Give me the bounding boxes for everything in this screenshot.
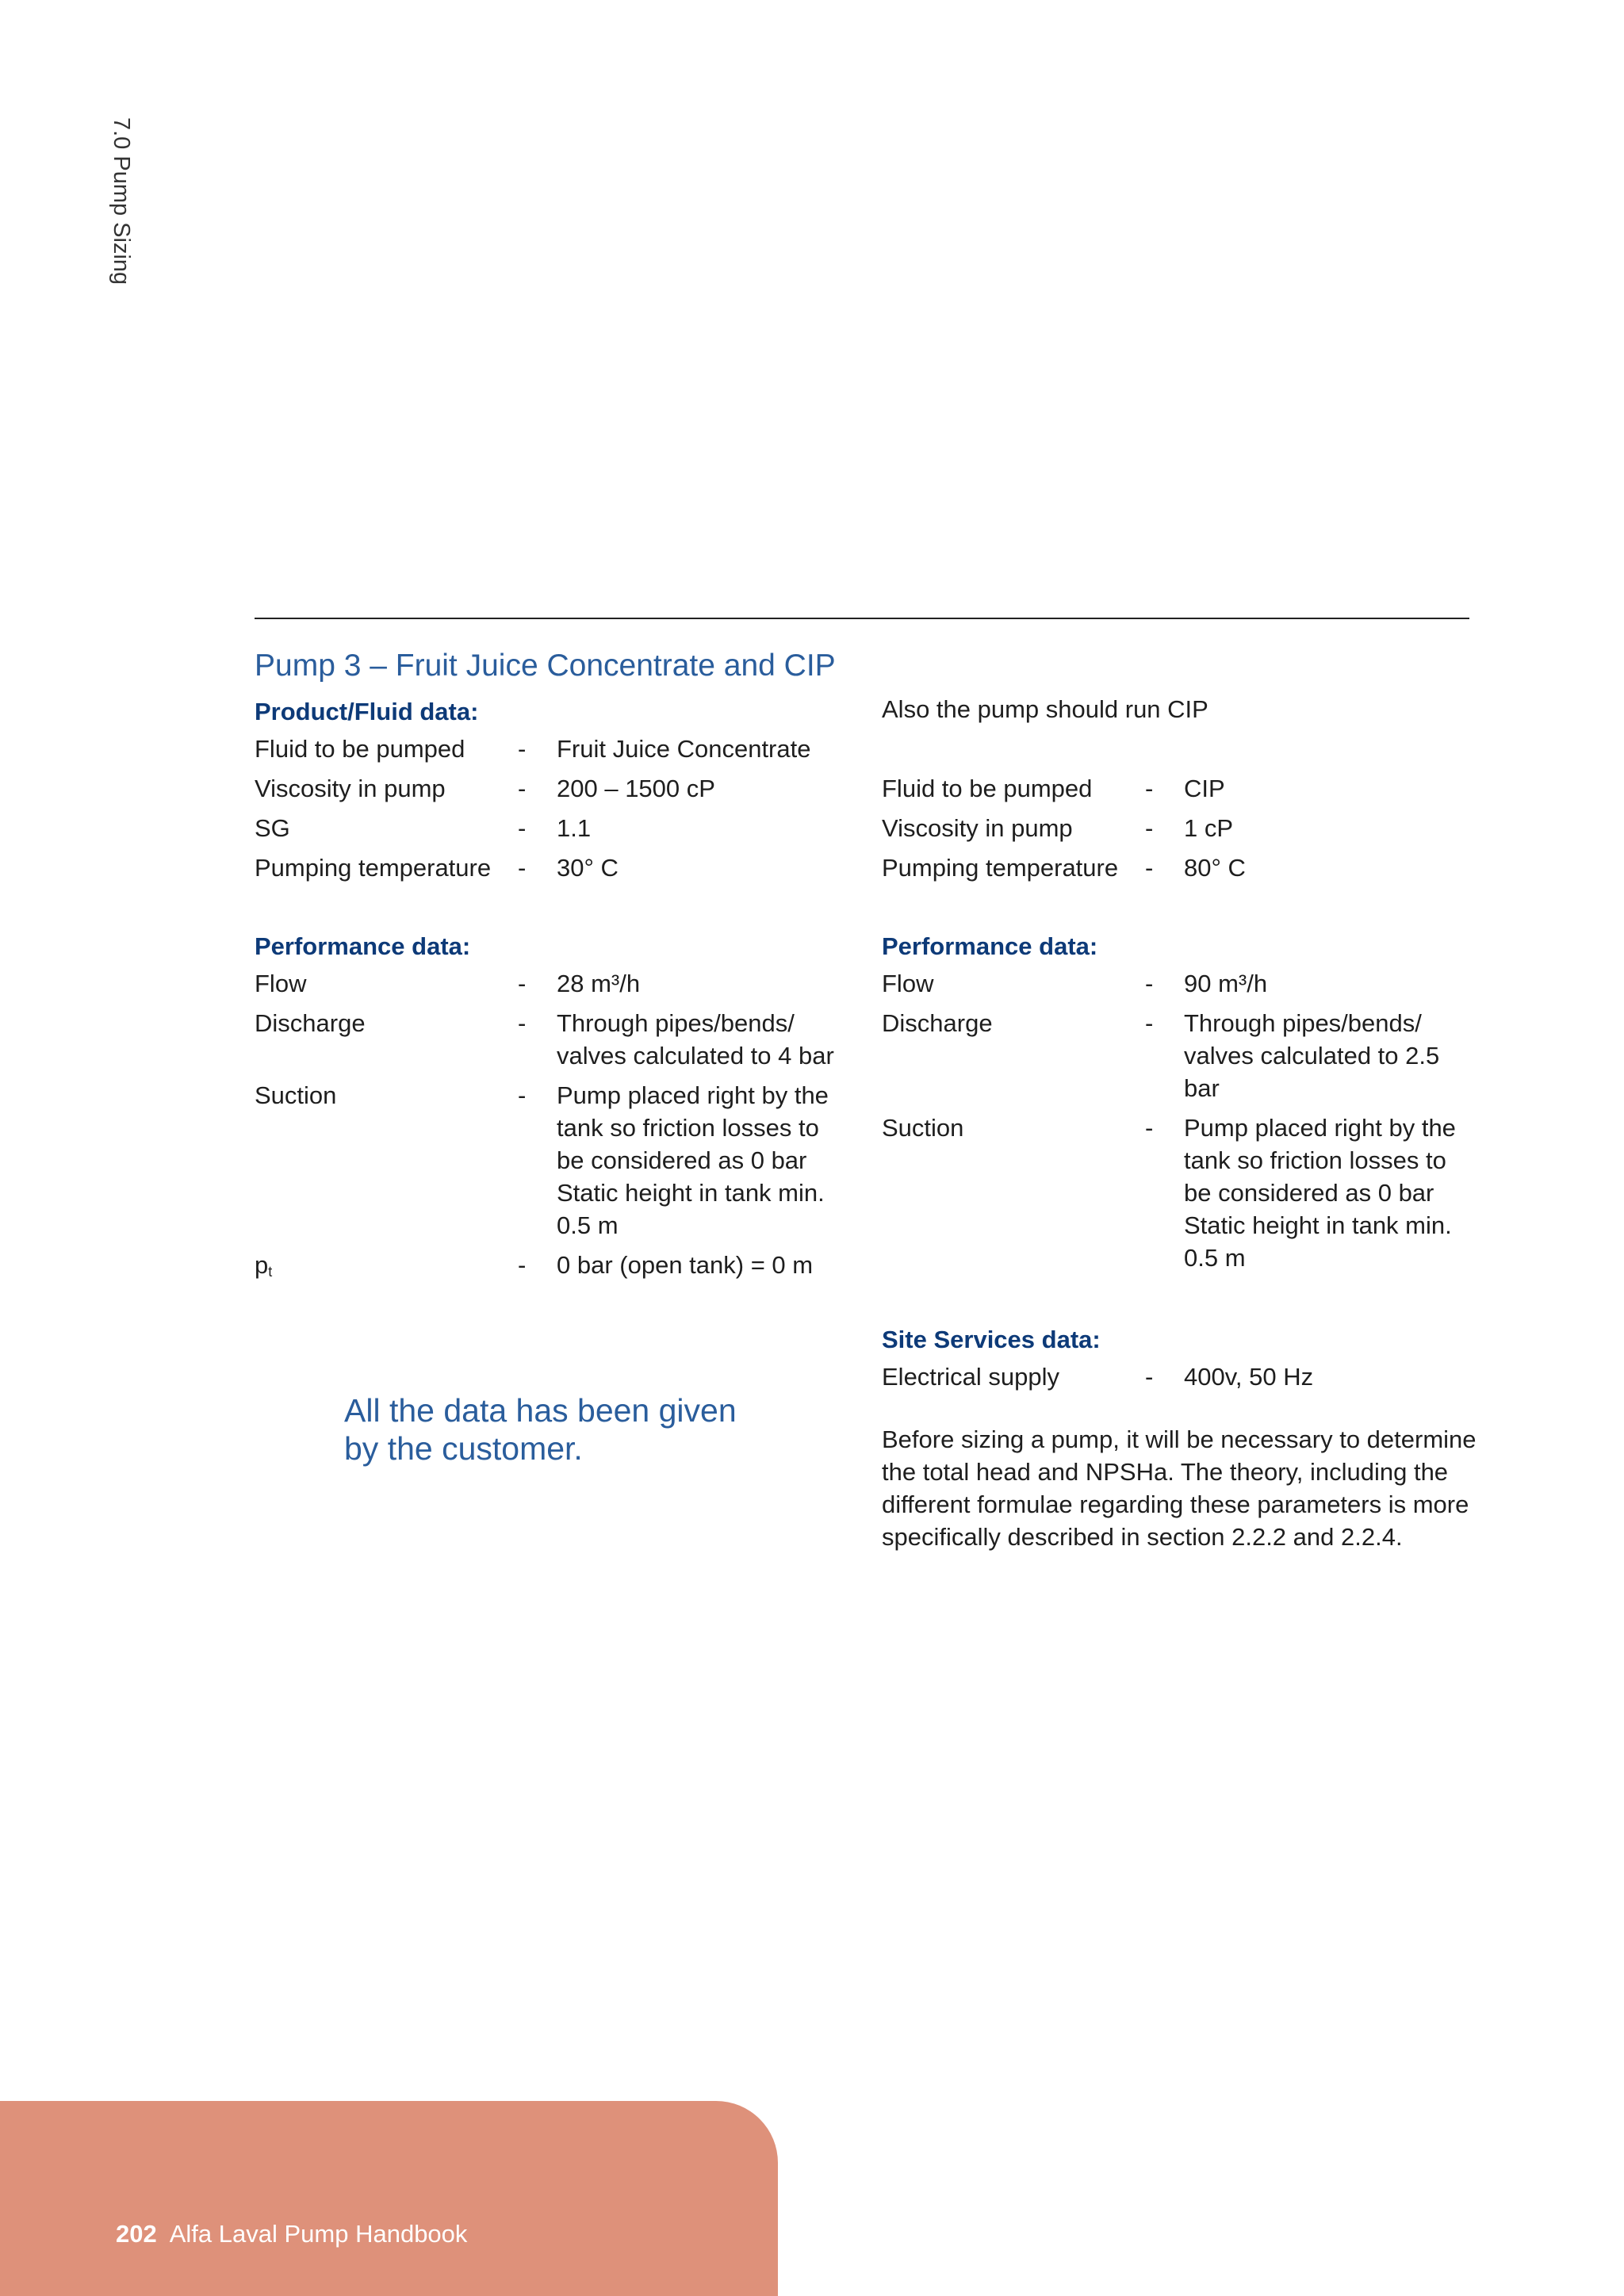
site-services-table — [882, 1360, 1484, 1400]
row-label: Viscosity in pump — [882, 814, 1073, 842]
row-dash: - — [518, 814, 527, 842]
row-dash: - — [518, 1251, 527, 1279]
row-value: 28 m³/h — [557, 970, 641, 997]
row-value: Pump placed right by the tank so friction losses to be considered as 0 bar Static height in tank min. 0.5 m — [557, 1081, 829, 1239]
table-row — [255, 1079, 857, 1242]
row-value: 1.1 — [557, 814, 592, 842]
table-row — [882, 1007, 1484, 1104]
pt-subscript: t — [268, 1264, 273, 1280]
row-dash: - — [1145, 970, 1154, 997]
row-label: Suction — [255, 1081, 337, 1109]
row-value: 30° C — [557, 854, 619, 882]
customer-quote: All the data has been given by the customer. — [344, 1392, 737, 1467]
table-row — [882, 772, 1484, 805]
cip-intro: Also the pump should run CIP — [882, 695, 1208, 723]
row-dash: - — [1145, 854, 1154, 882]
row-dash: - — [518, 1009, 527, 1037]
table-row — [882, 1360, 1484, 1393]
row-value: CIP — [1184, 775, 1225, 802]
footer-title: Alfa Laval Pump Handbook — [169, 2220, 468, 2248]
table-row — [255, 733, 857, 765]
row-label: Pumping temperature — [882, 854, 1119, 882]
row-dash: - — [1145, 775, 1154, 802]
row-label: Discharge — [882, 1009, 993, 1037]
performance-table-left — [255, 967, 857, 1295]
footer-band — [0, 2101, 778, 2296]
row-value: 80° C — [1184, 854, 1246, 882]
pt-symbol: p — [255, 1251, 269, 1279]
sizing-paragraph: Before sizing a pump, it will be necessary to determine the total head and NPSHa. The theory, including the different formulae regarding these parameters is more specifically described in section 2.2.2 and 2.2.4. — [882, 1425, 1477, 1551]
row-value: Pump placed right by the tank so friction losses to be considered as 0 bar Static height in tank min. 0.5 m — [1184, 1114, 1456, 1272]
row-dash: - — [518, 970, 527, 997]
row-dash: - — [1145, 1114, 1154, 1142]
product-fluid-heading: Product/Fluid data: — [255, 698, 479, 725]
row-label: Discharge — [255, 1009, 366, 1037]
cip-table — [882, 772, 1484, 891]
table-row-pt — [255, 1249, 857, 1288]
row-label: Electrical supply — [882, 1363, 1059, 1391]
row-value: 200 – 1500 cP — [557, 775, 715, 802]
row-value: 1 cP — [1184, 814, 1234, 842]
table-row — [255, 772, 857, 805]
footer — [116, 2220, 467, 2248]
row-label: Viscosity in pump — [255, 775, 446, 802]
site-services-heading: Site Services data: — [882, 1326, 1101, 1353]
row-dash: - — [518, 854, 527, 882]
chapter-side-label: 7.0 Pump Sizing — [109, 117, 134, 285]
row-label: Fluid to be pumped — [255, 735, 465, 763]
row-label: Flow — [255, 970, 307, 997]
table-row — [882, 851, 1484, 884]
table-row — [255, 851, 857, 884]
row-label: Flow — [882, 970, 934, 997]
row-value: Fruit Juice Concentrate — [557, 735, 811, 763]
table-row — [882, 812, 1484, 844]
row-value: 90 m³/h — [1184, 970, 1268, 997]
row-value: Through pipes/bends/ valves calculated to 4 bar — [557, 1009, 834, 1070]
row-label: SG — [255, 814, 290, 842]
table-row — [255, 967, 857, 1000]
row-dash: - — [518, 1081, 527, 1109]
row-label: Suction — [882, 1114, 964, 1142]
row-dash: - — [1145, 1009, 1154, 1037]
row-label: Fluid to be pumped — [882, 775, 1093, 802]
row-value: Through pipes/bends/ valves calculated to 2.5 bar — [1184, 1009, 1440, 1102]
row-dash: - — [1145, 814, 1154, 842]
performance-heading-right: Performance data: — [882, 932, 1098, 960]
table-row — [882, 1112, 1484, 1274]
table-row — [255, 812, 857, 844]
product-fluid-table — [255, 733, 857, 891]
table-row — [882, 967, 1484, 1000]
performance-table-right — [882, 967, 1484, 1281]
table-row — [255, 1007, 857, 1072]
row-dash: - — [518, 775, 527, 802]
row-value: 400v, 50 Hz — [1184, 1363, 1314, 1391]
page-number: 202 — [116, 2220, 157, 2248]
row-label: Pumping temperature — [255, 854, 492, 882]
row-dash: - — [1145, 1363, 1154, 1391]
performance-heading-left: Performance data: — [255, 932, 471, 960]
row-value: 0 bar (open tank) = 0 m — [557, 1251, 814, 1279]
row-dash: - — [518, 735, 527, 763]
row-label — [255, 1249, 518, 1288]
section-title: Pump 3 – Fruit Juice Concentrate and CIP — [255, 649, 836, 683]
section-divider — [255, 618, 1469, 619]
